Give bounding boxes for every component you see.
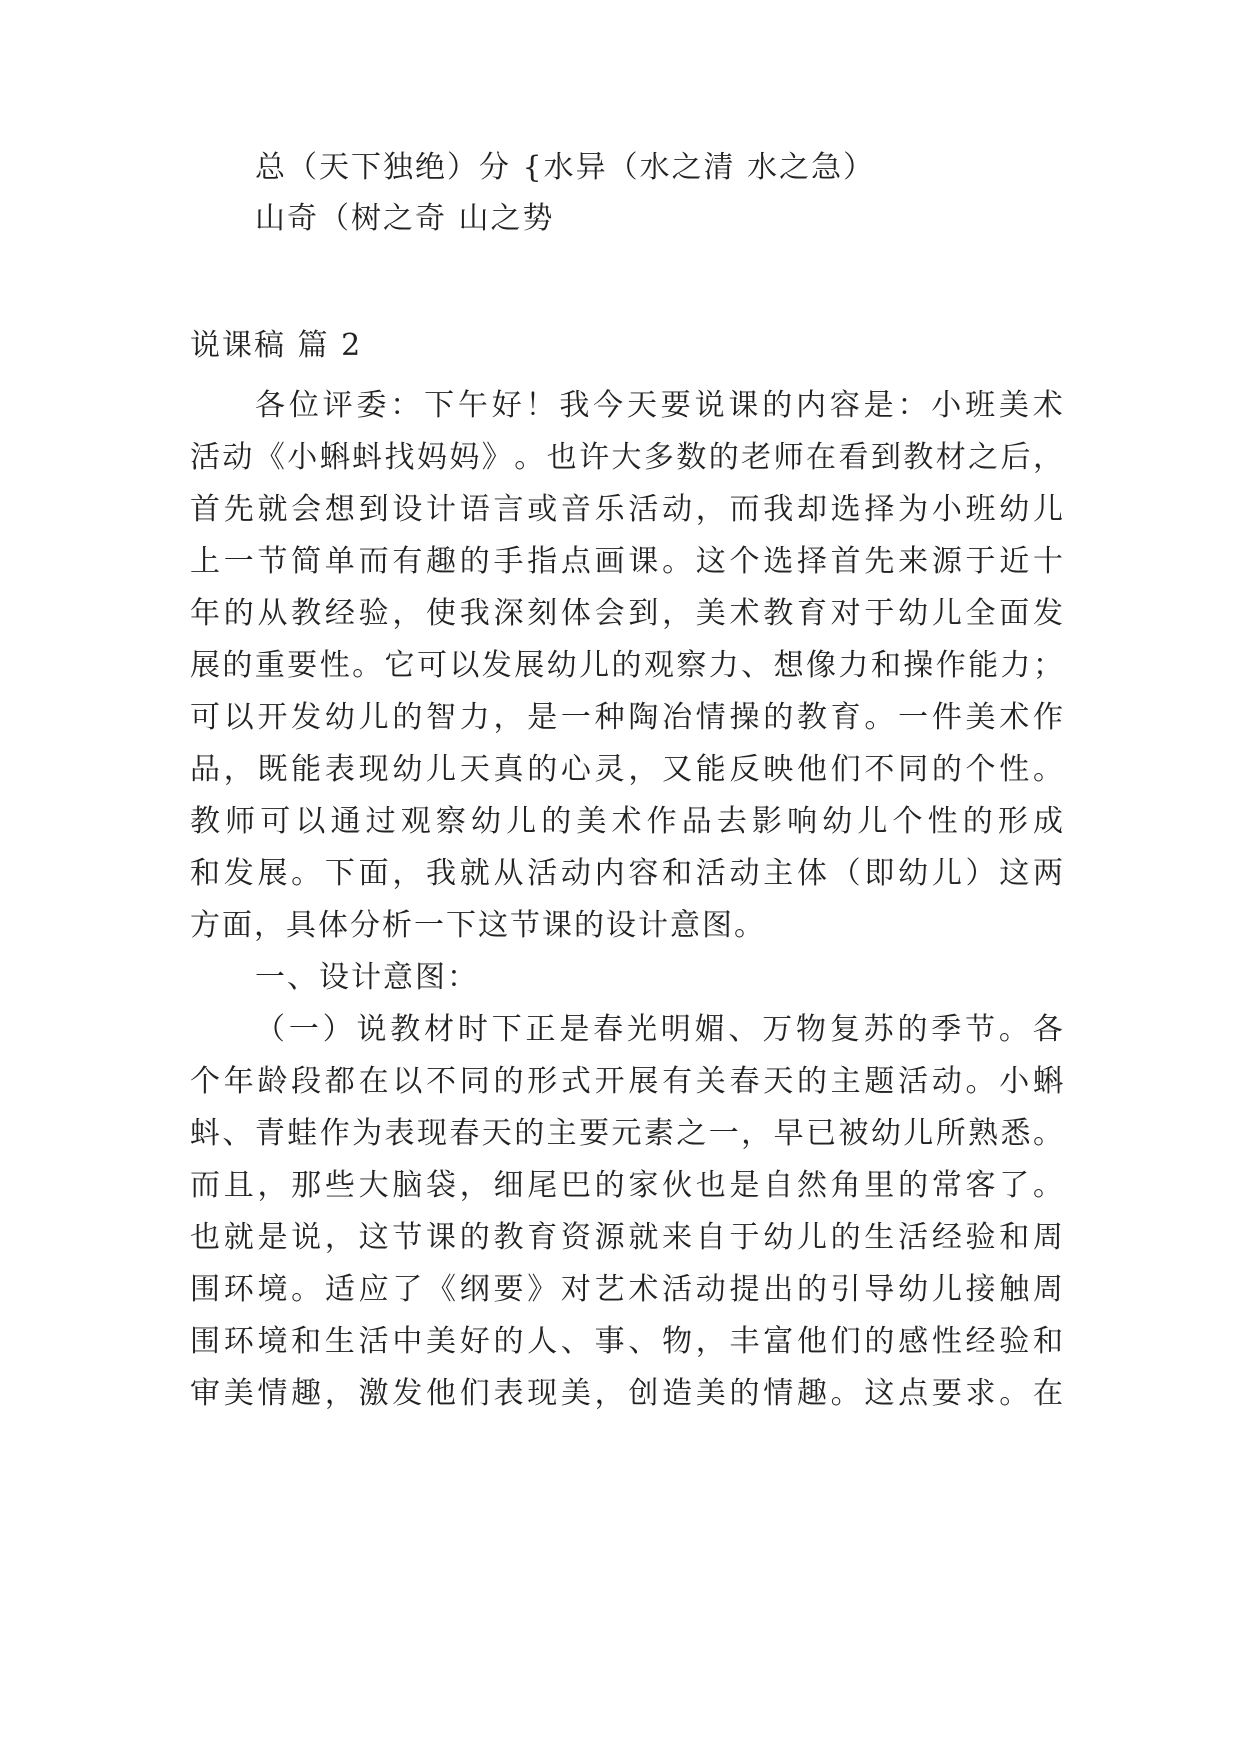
paragraph-line: 年 的 从 教 经 验 ， 使 我 深 刻 体 会 到 ， 美 术 教 育 对 于 幼 儿 全 面 发 bbox=[190, 596, 1063, 631]
subheading: 一、设计意图： bbox=[255, 960, 479, 995]
paragraph-line: 展 的 重 要 性 。 它 可 以 发 展 幼 儿 的 观 察 力 、 想 像 力 和 操 作 能 力 ； bbox=[190, 648, 1063, 683]
paragraph-line: 而 且 ， 那 些 大 脑 袋 ， 细 尾 巴 的 家 伙 也 是 自 然 角 里 的 常 客 了 。 bbox=[190, 1168, 1063, 1203]
paragraph-line: 上 一 节 简 单 而 有 趣 的 手 指 点 画 课 。 这 个 选 择 首 先 来 源 于 近 十 bbox=[190, 544, 1063, 579]
paragraph-line: 审 美 情 趣 ， 激 发 他 们 表 现 美 ， 创 造 美 的 情 趣 。 这 点 要 求 。 在 bbox=[190, 1376, 1063, 1411]
paragraph-line: 围 环 境 和 生 活 中 美 好 的 人 、 事 、 物 ， 丰 富 他 们 的 感 性 经 验 和 bbox=[190, 1324, 1063, 1359]
paragraph-line: 首 先 就 会 想 到 设 计 语 言 或 音 乐 活 动 ， 而 我 却 选 择 为 小 班 幼 儿 bbox=[190, 492, 1063, 527]
paragraph-line: 和 发 展 。 下 面 ， 我 就 从 活 动 内 容 和 活 动 主 体 （ 即 幼 儿 ） 这 两 bbox=[190, 856, 1063, 891]
paragraph-line: 可 以 开 发 幼 儿 的 智 力 ， 是 一 种 陶 冶 情 操 的 教 育 。 一 件 美 术 作 bbox=[190, 700, 1063, 735]
paragraph-line: 品 ， 既 能 表 现 幼 儿 天 真 的 心 灵 ， 又 能 反 映 他 们 不 同 的 个 性 。 bbox=[190, 752, 1063, 787]
paragraph-line: 活 动 《 小 蝌 蚪 找 妈 妈 》 。 也 许 大 多 数 的 老 师 在 看 到 教 材 之 后 ， bbox=[190, 440, 1063, 475]
paragraph-line: 也 就 是 说 ， 这 节 课 的 教 育 资 源 就 来 自 于 幼 儿 的 生 活 经 验 和 周 bbox=[190, 1220, 1063, 1255]
paragraph-line: 各 位 评 委 ： 下 午 好 ！ 我 今 天 要 说 课 的 内 容 是 ： 小 班 美 术 bbox=[255, 388, 1063, 423]
paragraph-line: 个 年 龄 段 都 在 以 不 同 的 形 式 开 展 有 关 春 天 的 主 题 活 动 。 小 蝌 bbox=[190, 1064, 1063, 1099]
paragraph-line: （ 一 ） 说 教 材 时 下 正 是 春 光 明 媚 、 万 物 复 苏 的 季 节 。 各 bbox=[255, 1012, 1063, 1047]
paragraph-line: 方面，具体分析一下这节课的设计意图。 bbox=[190, 908, 766, 943]
outline-line-2: 山奇（树之奇 山之势 bbox=[255, 201, 555, 236]
paragraph-line: 教 师 可 以 通 过 观 察 幼 儿 的 美 术 作 品 去 影 响 幼 儿 个 性 的 形 成 bbox=[190, 804, 1063, 839]
paragraph-line: 蚪 、 青 蛙 作 为 表 现 春 天 的 主 要 元 素 之 一 ， 早 已 被 幼 儿 所 熟 悉 。 bbox=[190, 1116, 1063, 1151]
section-heading: 说课稿 篇 2 bbox=[190, 328, 363, 363]
outline-line-1: 总（天下独绝）分 {水异（水之清 水之急） bbox=[255, 150, 876, 185]
paragraph-line: 围 环 境 。 适 应 了 《 纲 要 》 对 艺 术 活 动 提 出 的 引 导 幼 儿 接 触 周 bbox=[190, 1272, 1063, 1307]
